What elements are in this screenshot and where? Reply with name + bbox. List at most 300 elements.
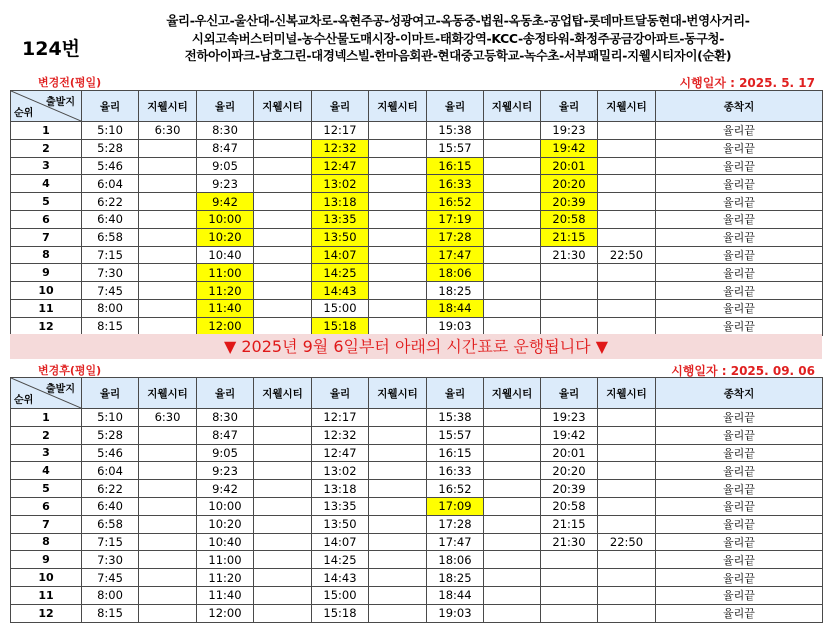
time-cell: 6:40 [82, 497, 139, 515]
terminal-cell: 율리끝 [656, 175, 823, 193]
time-cell: 12:00 [197, 604, 254, 622]
time-cell: 17:47 [427, 246, 484, 264]
time-cell [541, 604, 598, 622]
time-cell: 13:50 [312, 228, 369, 246]
time-cell [369, 139, 427, 157]
time-cell [598, 551, 656, 569]
row-sequence: 6 [11, 497, 82, 515]
time-cell [484, 409, 541, 427]
time-cell: 13:18 [312, 193, 369, 211]
time-cell: 5:46 [82, 157, 139, 175]
time-cell: 14:43 [312, 569, 369, 587]
column-header: 지웰시티 [139, 91, 197, 122]
timetable-before [10, 90, 823, 336]
table-row [11, 317, 823, 335]
time-cell [484, 157, 541, 175]
table-row [11, 586, 823, 604]
table-header [11, 378, 823, 409]
row-sequence: 12 [11, 317, 82, 335]
terminal-cell: 율리끝 [656, 282, 823, 300]
time-cell [369, 497, 427, 515]
time-cell [139, 139, 197, 157]
time-cell [254, 157, 312, 175]
column-header: 지웰시티 [484, 378, 541, 409]
terminal-cell: 율리끝 [656, 551, 823, 569]
time-cell [254, 122, 312, 140]
corner-departure-label: 출발지 [46, 97, 75, 108]
time-cell [598, 228, 656, 246]
time-cell: 14:07 [312, 533, 369, 551]
time-cell: 20:58 [541, 497, 598, 515]
time-cell [369, 515, 427, 533]
time-cell [598, 426, 656, 444]
time-cell: 8:47 [197, 426, 254, 444]
terminal-cell: 율리끝 [656, 569, 823, 587]
time-cell [139, 264, 197, 282]
time-cell [369, 569, 427, 587]
time-cell: 9:05 [197, 157, 254, 175]
time-cell [139, 317, 197, 335]
time-cell: 19:23 [541, 409, 598, 427]
time-cell: 5:46 [82, 444, 139, 462]
time-cell: 12:32 [312, 139, 369, 157]
row-sequence: 5 [11, 193, 82, 211]
time-cell [254, 228, 312, 246]
header-row [11, 91, 823, 122]
terminal-cell: 율리끝 [656, 122, 823, 140]
time-cell [598, 157, 656, 175]
time-cell [139, 282, 197, 300]
terminal-cell: 율리끝 [656, 193, 823, 211]
time-cell [541, 317, 598, 335]
time-cell [139, 210, 197, 228]
time-cell: 5:10 [82, 409, 139, 427]
time-cell: 20:58 [541, 210, 598, 228]
time-cell [254, 497, 312, 515]
time-cell [369, 210, 427, 228]
time-cell [254, 551, 312, 569]
time-cell: 6:22 [82, 193, 139, 211]
time-cell: 15:00 [312, 586, 369, 604]
time-cell [254, 569, 312, 587]
time-cell: 7:45 [82, 569, 139, 587]
row-sequence: 8 [11, 533, 82, 551]
column-header: 지웰시티 [139, 378, 197, 409]
time-cell: 21:30 [541, 246, 598, 264]
column-header: 율리 [82, 91, 139, 122]
time-cell [598, 282, 656, 300]
table-row [11, 569, 823, 587]
time-cell: 8:47 [197, 139, 254, 157]
row-sequence: 3 [11, 157, 82, 175]
time-cell: 9:42 [197, 193, 254, 211]
time-cell [484, 210, 541, 228]
table-body [11, 122, 823, 336]
table-row [11, 426, 823, 444]
table-row [11, 444, 823, 462]
time-cell [598, 444, 656, 462]
time-cell: 17:19 [427, 210, 484, 228]
time-cell [484, 569, 541, 587]
time-cell [254, 462, 312, 480]
time-cell [484, 533, 541, 551]
time-cell [369, 409, 427, 427]
table-body [11, 409, 823, 623]
time-cell: 18:25 [427, 282, 484, 300]
time-cell [254, 444, 312, 462]
time-cell: 7:15 [82, 246, 139, 264]
table-row [11, 299, 823, 317]
time-cell: 21:30 [541, 533, 598, 551]
time-cell: 7:30 [82, 264, 139, 282]
time-cell [541, 264, 598, 282]
time-cell: 15:57 [427, 139, 484, 157]
time-cell [254, 515, 312, 533]
time-cell: 12:17 [312, 409, 369, 427]
column-header: 율리 [541, 91, 598, 122]
terminal-cell: 율리끝 [656, 426, 823, 444]
column-header: 율리 [197, 91, 254, 122]
time-cell: 18:25 [427, 569, 484, 587]
time-cell [598, 515, 656, 533]
table-row [11, 157, 823, 175]
time-cell: 18:06 [427, 551, 484, 569]
time-cell [484, 264, 541, 282]
column-header: 지웰시티 [369, 91, 427, 122]
time-cell [484, 462, 541, 480]
table-row [11, 533, 823, 551]
time-cell: 5:10 [82, 122, 139, 140]
time-cell: 17:28 [427, 515, 484, 533]
time-cell [484, 282, 541, 300]
time-cell: 10:20 [197, 515, 254, 533]
time-cell [484, 426, 541, 444]
row-sequence: 1 [11, 122, 82, 140]
time-cell: 15:18 [312, 317, 369, 335]
header-row [11, 378, 823, 409]
time-cell: 6:58 [82, 228, 139, 246]
row-sequence: 3 [11, 444, 82, 462]
time-cell: 10:20 [197, 228, 254, 246]
time-cell [484, 480, 541, 498]
table-row [11, 282, 823, 300]
time-cell: 6:22 [82, 480, 139, 498]
time-cell: 11:20 [197, 569, 254, 587]
time-cell [598, 586, 656, 604]
time-cell: 12:00 [197, 317, 254, 335]
time-cell: 20:39 [541, 480, 598, 498]
terminal-cell: 율리끝 [656, 228, 823, 246]
time-cell [598, 175, 656, 193]
column-header: 지웰시티 [598, 378, 656, 409]
table-row [11, 193, 823, 211]
time-cell: 16:33 [427, 175, 484, 193]
time-cell: 17:09 [427, 497, 484, 515]
time-cell [484, 317, 541, 335]
time-cell [254, 193, 312, 211]
column-header: 율리 [312, 378, 369, 409]
corner-departure-label: 출발지 [46, 384, 75, 395]
time-cell: 13:50 [312, 515, 369, 533]
time-cell [598, 193, 656, 211]
time-cell: 16:15 [427, 157, 484, 175]
time-cell [139, 497, 197, 515]
table-row [11, 246, 823, 264]
terminal-cell: 율리끝 [656, 480, 823, 498]
row-sequence: 2 [11, 139, 82, 157]
time-cell: 20:20 [541, 175, 598, 193]
time-cell: 8:15 [82, 317, 139, 335]
time-cell: 9:05 [197, 444, 254, 462]
column-header: 율리 [82, 378, 139, 409]
time-cell [541, 551, 598, 569]
column-header: 지웰시티 [254, 378, 312, 409]
row-sequence: 4 [11, 462, 82, 480]
time-cell: 21:15 [541, 228, 598, 246]
time-cell [254, 480, 312, 498]
time-cell: 17:28 [427, 228, 484, 246]
time-cell: 12:17 [312, 122, 369, 140]
time-cell: 14:25 [312, 264, 369, 282]
column-header: 지웰시티 [369, 378, 427, 409]
time-cell [369, 282, 427, 300]
time-cell: 14:43 [312, 282, 369, 300]
time-cell [254, 210, 312, 228]
time-cell: 8:30 [197, 409, 254, 427]
column-header: 지웰시티 [598, 91, 656, 122]
column-header: 율리 [427, 91, 484, 122]
time-cell [369, 157, 427, 175]
row-sequence: 11 [11, 299, 82, 317]
time-cell [484, 497, 541, 515]
time-cell: 7:15 [82, 533, 139, 551]
time-cell: 19:03 [427, 604, 484, 622]
table-row [11, 122, 823, 140]
time-cell: 7:30 [82, 551, 139, 569]
time-cell: 22:50 [598, 246, 656, 264]
time-cell [484, 122, 541, 140]
schedule-change-banner: ▼ 2025년 9월 6일부터 아래의 시간표로 운행됩니다 ▼ [10, 334, 822, 359]
route-stops [108, 12, 808, 65]
time-cell [484, 444, 541, 462]
time-cell [254, 246, 312, 264]
time-cell [369, 604, 427, 622]
time-cell [369, 122, 427, 140]
time-cell: 19:03 [427, 317, 484, 335]
time-cell [139, 175, 197, 193]
time-cell [254, 426, 312, 444]
time-cell [254, 264, 312, 282]
time-cell [254, 586, 312, 604]
terminal-cell: 율리끝 [656, 210, 823, 228]
time-cell: 19:42 [541, 139, 598, 157]
column-header: 지웰시티 [254, 91, 312, 122]
time-cell: 15:57 [427, 426, 484, 444]
time-cell: 13:02 [312, 462, 369, 480]
row-sequence: 10 [11, 282, 82, 300]
row-sequence: 4 [11, 175, 82, 193]
time-cell: 21:15 [541, 515, 598, 533]
time-cell [541, 282, 598, 300]
time-cell [598, 210, 656, 228]
terminal-cell: 율리끝 [656, 264, 823, 282]
row-sequence: 9 [11, 264, 82, 282]
time-cell: 13:35 [312, 497, 369, 515]
time-cell [369, 228, 427, 246]
time-cell [369, 533, 427, 551]
route-stops-line: 율리-우신고-울산대-신복교차로-옥현주공-성광여고-옥동중-법원-옥동초-공업탑-롯데마트달동현대-번영사거리- [166, 13, 750, 28]
time-cell: 11:40 [197, 586, 254, 604]
row-sequence: 2 [11, 426, 82, 444]
column-header: 율리 [312, 91, 369, 122]
time-cell [598, 480, 656, 498]
time-cell [139, 462, 197, 480]
table-row [11, 228, 823, 246]
time-cell [139, 533, 197, 551]
table-row [11, 264, 823, 282]
time-cell [139, 604, 197, 622]
time-cell [369, 193, 427, 211]
time-cell: 15:38 [427, 409, 484, 427]
time-cell: 19:23 [541, 122, 598, 140]
time-cell: 10:40 [197, 246, 254, 264]
time-cell [139, 586, 197, 604]
time-cell [369, 317, 427, 335]
time-cell: 6:04 [82, 175, 139, 193]
time-cell: 18:06 [427, 264, 484, 282]
terminal-cell: 율리끝 [656, 604, 823, 622]
time-cell [484, 175, 541, 193]
time-cell [484, 586, 541, 604]
time-cell [254, 317, 312, 335]
time-cell [254, 282, 312, 300]
time-cell [369, 299, 427, 317]
table-row [11, 210, 823, 228]
time-cell: 8:00 [82, 586, 139, 604]
time-cell: 15:38 [427, 122, 484, 140]
time-cell: 15:00 [312, 299, 369, 317]
time-cell [598, 569, 656, 587]
table-row [11, 551, 823, 569]
route-stops-line: 전하아이파크-남호그린-대경넥스빌-한마음회관-현대중고등학교-녹수초-서부패밀리-지웰시티자이(순환) [184, 48, 732, 63]
time-cell: 20:01 [541, 444, 598, 462]
time-cell: 18:44 [427, 299, 484, 317]
time-cell: 9:23 [197, 175, 254, 193]
time-cell: 20:39 [541, 193, 598, 211]
time-cell [484, 228, 541, 246]
time-cell [369, 480, 427, 498]
terminal-cell: 율리끝 [656, 246, 823, 264]
time-cell: 13:18 [312, 480, 369, 498]
time-cell [369, 551, 427, 569]
time-cell: 11:40 [197, 299, 254, 317]
time-cell: 13:35 [312, 210, 369, 228]
time-cell: 11:00 [197, 264, 254, 282]
time-cell [369, 264, 427, 282]
time-cell [139, 551, 197, 569]
time-cell [598, 409, 656, 427]
column-header: 율리 [541, 378, 598, 409]
time-cell: 10:40 [197, 533, 254, 551]
time-cell [598, 604, 656, 622]
table-row [11, 175, 823, 193]
time-cell [598, 497, 656, 515]
time-cell [139, 299, 197, 317]
column-header: 종착지 [656, 378, 823, 409]
column-header: 율리 [197, 378, 254, 409]
row-sequence: 10 [11, 569, 82, 587]
time-cell [254, 175, 312, 193]
time-cell: 20:01 [541, 157, 598, 175]
time-cell [484, 604, 541, 622]
time-cell [598, 299, 656, 317]
terminal-cell: 율리끝 [656, 462, 823, 480]
time-cell: 14:25 [312, 551, 369, 569]
table-row [11, 497, 823, 515]
time-cell [254, 409, 312, 427]
time-cell [139, 480, 197, 498]
time-cell [139, 515, 197, 533]
corner-header [11, 91, 82, 122]
time-cell [484, 551, 541, 569]
time-cell: 19:42 [541, 426, 598, 444]
terminal-cell: 율리끝 [656, 497, 823, 515]
before-effective-date: 시행일자 : 2025. 5. 17 [679, 76, 815, 90]
time-cell [254, 533, 312, 551]
time-cell [369, 444, 427, 462]
time-cell: 7:45 [82, 282, 139, 300]
terminal-cell: 율리끝 [656, 157, 823, 175]
time-cell: 11:20 [197, 282, 254, 300]
time-cell [369, 246, 427, 264]
time-cell: 15:18 [312, 604, 369, 622]
time-cell [139, 193, 197, 211]
time-cell: 5:28 [82, 139, 139, 157]
time-cell: 10:00 [197, 497, 254, 515]
table-row [11, 462, 823, 480]
time-cell: 13:02 [312, 175, 369, 193]
time-cell: 6:30 [139, 409, 197, 427]
time-cell: 8:30 [197, 122, 254, 140]
time-cell [369, 175, 427, 193]
time-cell: 16:52 [427, 480, 484, 498]
time-cell: 18:44 [427, 586, 484, 604]
row-sequence: 6 [11, 210, 82, 228]
row-sequence: 7 [11, 228, 82, 246]
table-row [11, 480, 823, 498]
time-cell [139, 444, 197, 462]
time-cell [598, 139, 656, 157]
time-cell: 11:00 [197, 551, 254, 569]
corner-header [11, 378, 82, 409]
time-cell [484, 193, 541, 211]
row-sequence: 11 [11, 586, 82, 604]
column-header: 율리 [427, 378, 484, 409]
time-cell [139, 246, 197, 264]
time-cell: 8:15 [82, 604, 139, 622]
time-cell [139, 426, 197, 444]
table-row [11, 515, 823, 533]
terminal-cell: 율리끝 [656, 444, 823, 462]
time-cell: 8:00 [82, 299, 139, 317]
row-sequence: 8 [11, 246, 82, 264]
time-cell: 6:58 [82, 515, 139, 533]
time-cell: 5:28 [82, 426, 139, 444]
corner-seq-label: 순위 [14, 108, 34, 119]
terminal-cell: 율리끝 [656, 139, 823, 157]
time-cell: 6:30 [139, 122, 197, 140]
time-cell: 9:23 [197, 462, 254, 480]
